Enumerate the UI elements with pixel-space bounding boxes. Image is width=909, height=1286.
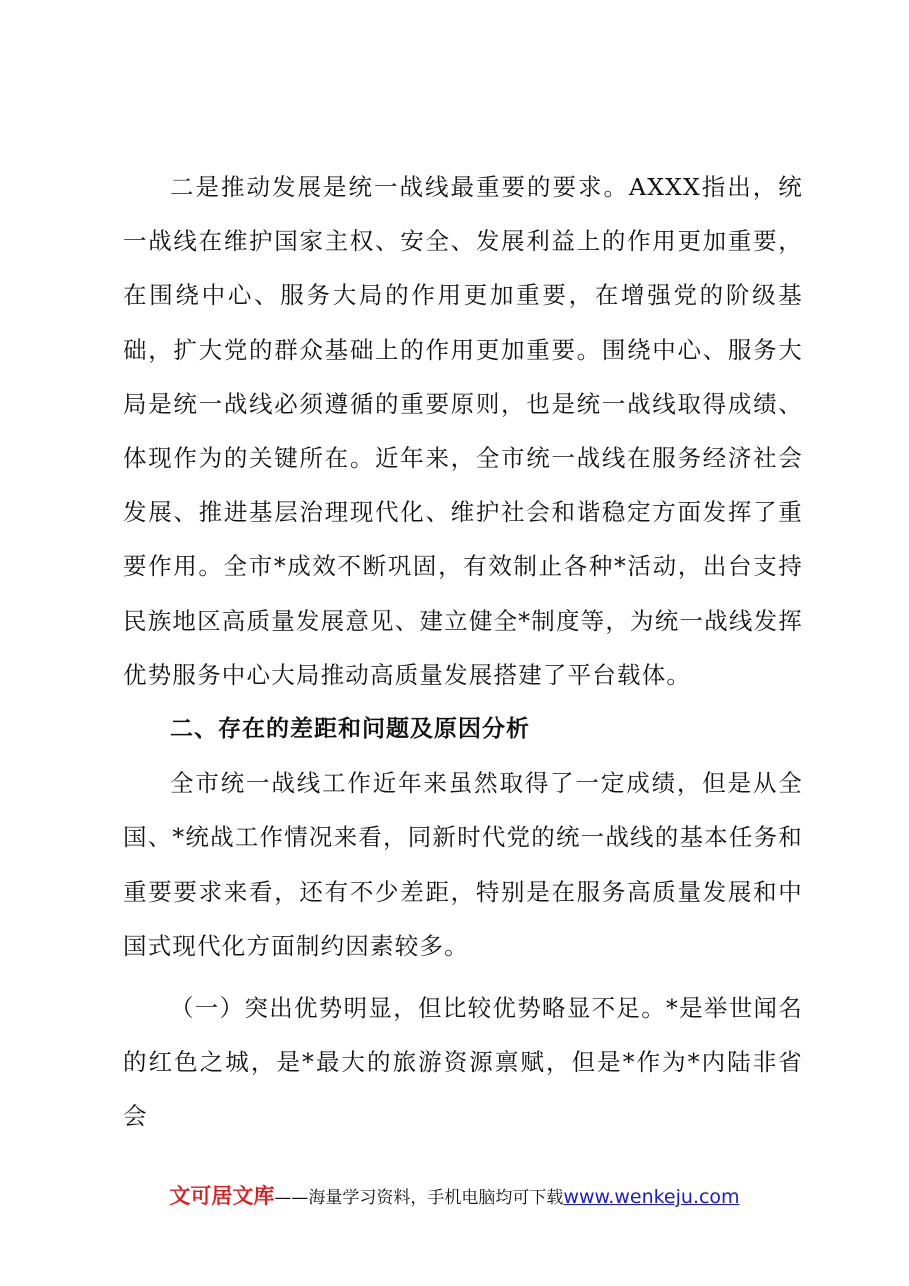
footer-slogan: ——海量学习资料，手机电脑均可下载 (274, 1188, 564, 1208)
document-body (123, 160, 803, 1144)
paragraph-promote-development: 二是推动发展是统一战线最重要的要求。AXXX指出，统一战线在维护国家主权、安全、发展利益上的作用更加重要，在围绕中心、服务大局的作用更加重要，在增强党的阶级基础，扩大党的群众基础上的作用更加重要。围绕中心、服务大局是统一战线必须遵循的重要原则，也是统一战线取得成绩、体现作为的关键所在。近年来，全市统一战线在服务经济社会发展、推进基层治理现代化、维护社会和谐稳定方面发挥了重要作用。全市*成效不断巩固，有效制止各种*活动，出台支持民族地区高质量发展意见、建立健全*制度等，为统一战线发挥优势服务中心大局推动高质量发展搭建了平台载体。 (123, 173, 803, 689)
paragraph-advantages: （一）突出优势明显，但比较优势略显不足。*是举世闻名的红色之城，是*最大的旅游资源禀赋，但是*作为*内陆非省会 (123, 994, 803, 1131)
footer-link[interactable]: www.wenkeju.com (563, 1186, 740, 1208)
paragraph-gaps-overview: 全市统一战线工作近年来虽然取得了一定成绩，但是从全国、*统战工作情况来看，同新时代党的统一战线的基本任务和重要要求来看，还有不少差距，特别是在服务高质量发展和中国式现代化方面制约因素较多。 (123, 769, 803, 960)
section-heading-gaps-and-problems: 二、存在的差距和问题及原因分析 (170, 716, 530, 743)
footer-banner (0, 1180, 909, 1210)
footer-brand: 文可居文库 (169, 1184, 275, 1208)
